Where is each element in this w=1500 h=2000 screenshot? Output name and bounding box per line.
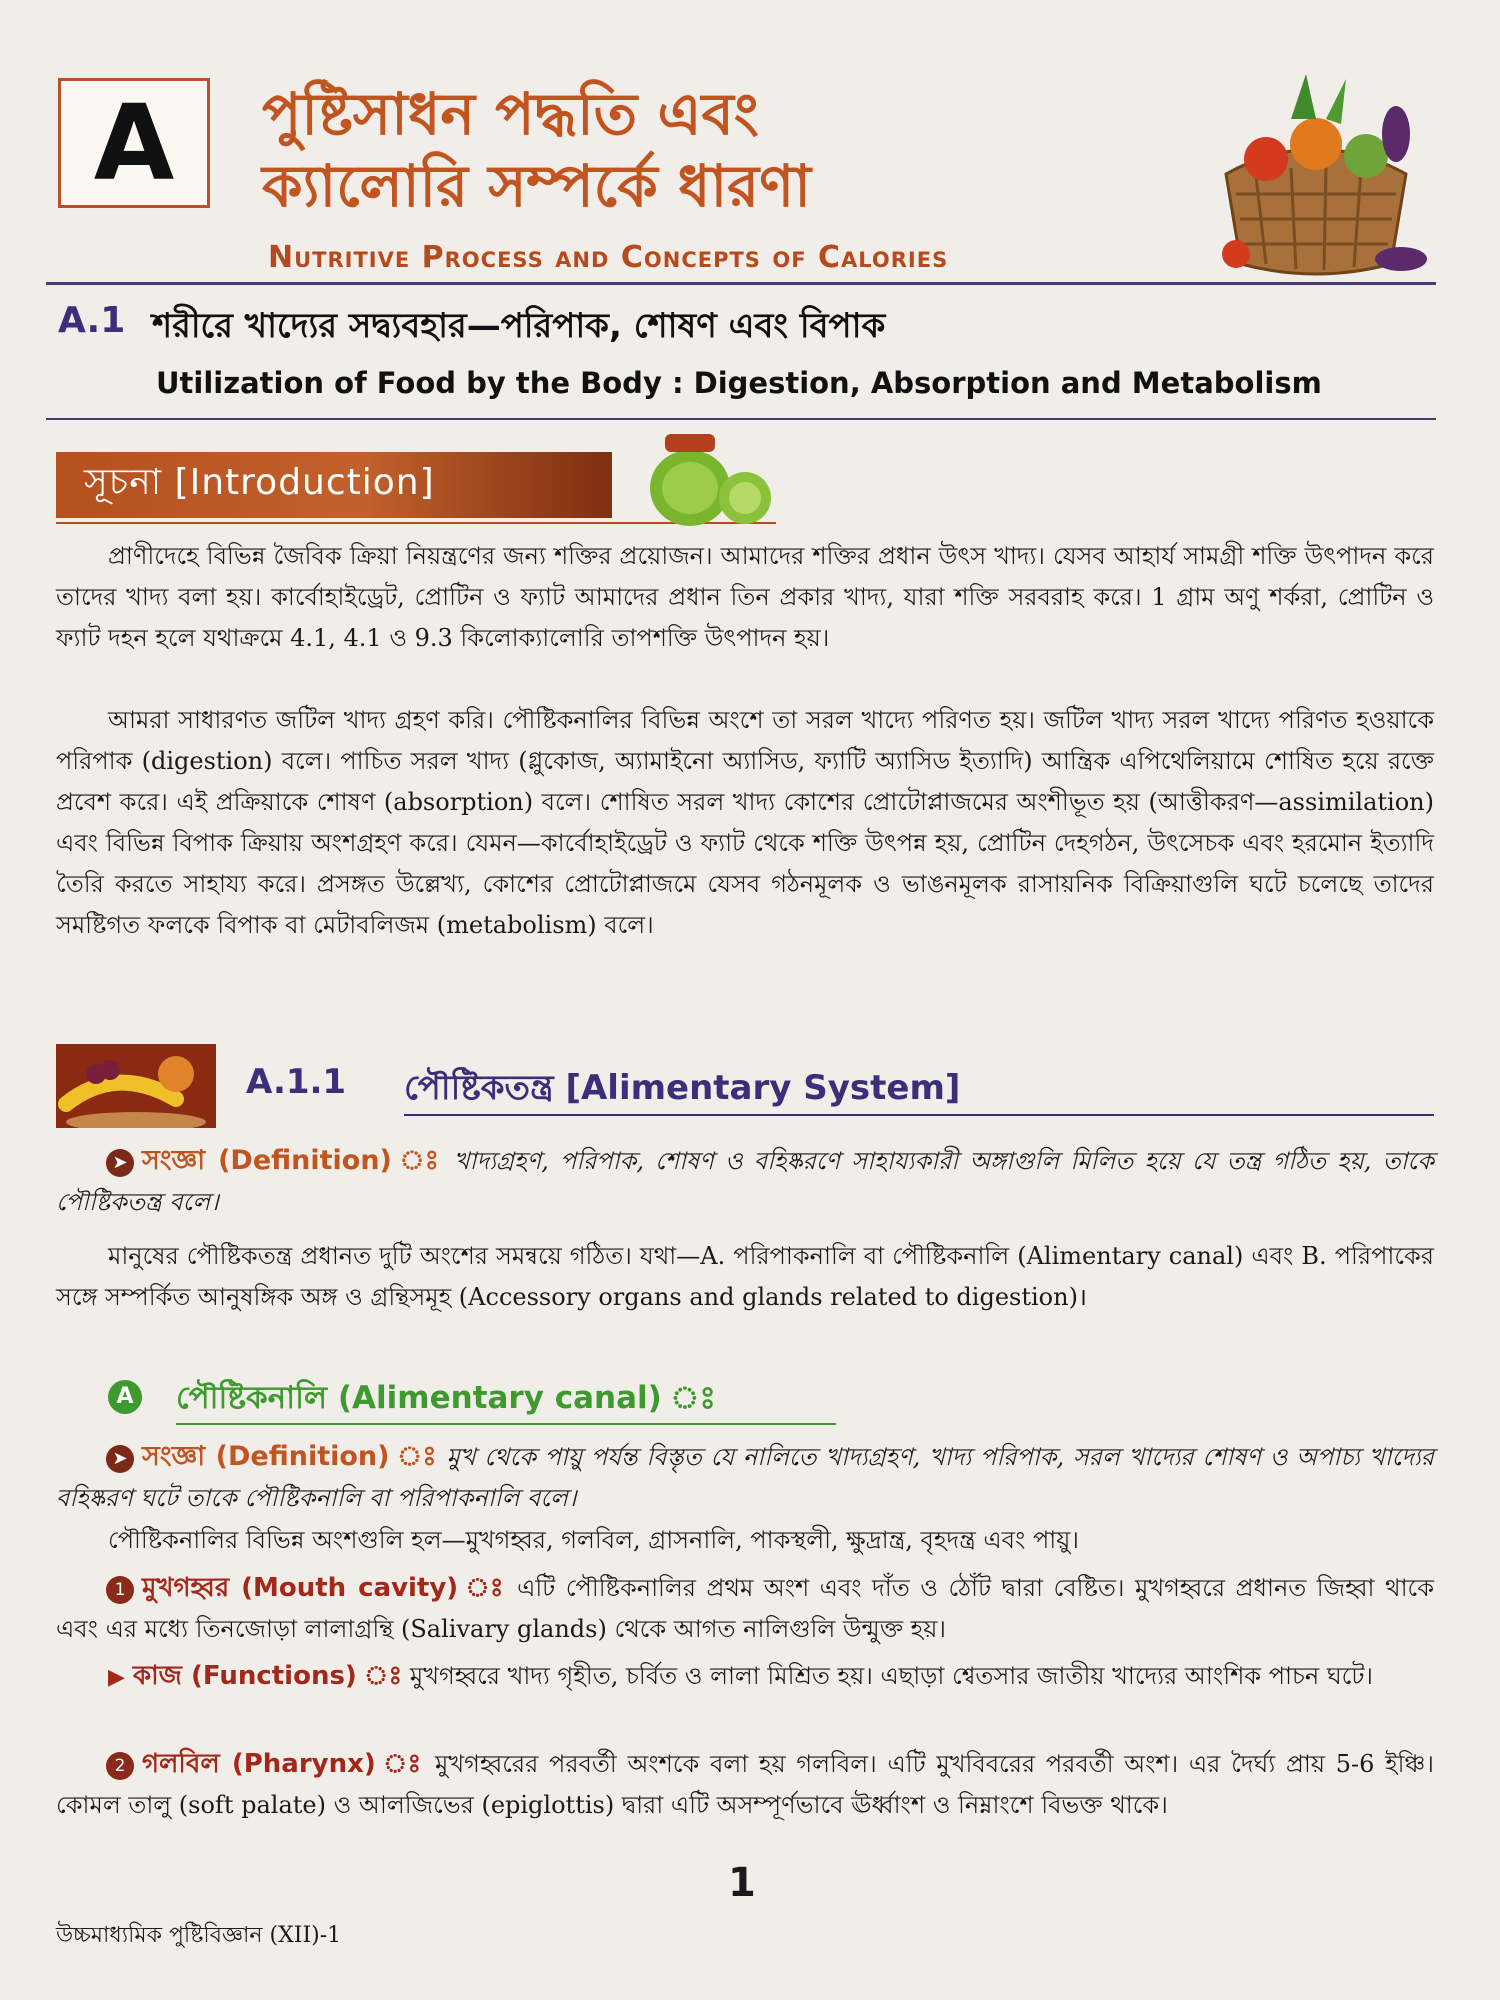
section-title-bn: শরীরে খাদ্যের সদ্ব্যবহার—পরিপাক, শোষণ এবং বিপাক <box>152 306 886 346</box>
functions-text: মুখগহ্বরে খাদ্য গৃহীত, চর্বিত ও লালা মিশ্রিত হয়। এছাড়া শ্বেতসার জাতীয় খাদ্যের আংশিক পাচন ঘটে। <box>409 1662 1373 1690</box>
mouth-cavity-block <box>56 1568 1434 1650</box>
intro-banner <box>56 452 612 518</box>
chapter-title-line2: ক্যালোরি সম্পর্কে ধারণা <box>262 152 811 220</box>
item-number-badge: 1 <box>106 1576 134 1604</box>
pickle-jar-illustration <box>630 428 780 528</box>
subsection-number: A.1.1 <box>246 1062 347 1102</box>
intro-paragraph-1: প্রাণীদেহে বিভিন্ন জৈবিক ক্রিয়া নিয়ন্ত্রণের জন্য শক্তির প্রয়োজন। আমাদের শক্তির প্রধান উৎস খাদ্য। যেসব আহার্য সামগ্রী শক্তি উৎপাদন করে তাদের খাদ্য বলা হয়। কার্বোহাইড্রেট, প্রোটিন ও ফ্যাট আমাদের প্রধান তিন প্রকার খাদ্য, যারা শক্তি সরবরাহ করে। 1 গ্রাম অণু শর্করা, প্রোটিন ও ফ্যাট দহন হলে যথাক্রমে 4.1, 4.1 ও 9.3 কিলোক্যালোরি তাপশক্তি উৎপাদন হয়। <box>56 542 1434 652</box>
intro-paragraph-2: আমরা সাধারণত জটিল খাদ্য গ্রহণ করি। পৌষ্টিকনালির বিভিন্ন অংশে তা সরল খাদ্যে পরিণত হয়। জটিল খাদ্য সরল খাদ্যে পরিণত হওয়াকে পরিপাক (digestion) বলে। পাচিত সরল খাদ্য (গ্লুকোজ, অ্যামাইনো অ্যাসিড, ফ্যাটি অ্যাসিড ইত্যাদি) আন্ত্রিক এপিথেলিয়ামে শোষিত হয়ে রক্তে প্রবেশ করে। এই প্রক্রিয়াকে শোষণ (absorption) বলে। শোষিত সরল খাদ্য কোশের প্রোটোপ্লাজমের অংশীভূত হয় (আত্তীকরণ—assimilation) এবং বিভিন্ন বিপাক ক্রিয়ায় অংশগ্রহণ করে। যেমন—কার্বোহাইড্রেট ও ফ্যাট থেকে শক্তি উৎপন্ন হয়, প্রোটিন দেহগঠন, উৎসেচক এবং হরমোন ইত্যাদি তৈরি করতে সাহায্য করে। প্রসঙ্গত উল্লেখ্য, কোশের প্রোটোপ্লাজমে যেসব গঠনমূলক ও ভাঙনমূলক রাসায়নিক বিক্রিয়াগুলি ঘটে চলেছে তাদের সমষ্টিগত ফলকে বিপাক বা মেটাবলিজম (metabolism) বলে। <box>56 706 1434 939</box>
mouth-cavity-label: মুখগহ্বর (Mouth cavity) ঃ <box>142 1573 507 1603</box>
canal-parts-paragraph: পৌষ্টিকনালির বিভিন্ন অংশগুলি হল—মুখগহ্বর, গলবিল, গ্রাসনালি, পাকস্থলী, ক্ষুদ্রান্ত্র, বৃহদন্ত্র এবং পায়ু। <box>108 1526 1079 1554</box>
intro-banner-label: সূচনা [Introduction] <box>84 462 435 503</box>
subsection-title: পৌষ্টিকতন্ত্র [Alimentary System] <box>404 1068 961 1108</box>
section-title-en: Utilization of Food by the Body : Digestion, Absorption and Metabolism <box>156 366 1322 400</box>
triangle-bullet-icon: ▶ <box>108 1665 125 1690</box>
alimentary-canal-heading: পৌষ্টিকনালি (Alimentary canal) ঃ <box>176 1380 716 1416</box>
alimentary-canal-underline <box>176 1423 836 1425</box>
fruit-bowl-illustration <box>56 1044 216 1128</box>
mouth-cavity-text: এটি পৌষ্টিকনালির প্রথম অংশ এবং দাঁত ও ঠোঁট দ্বারা বেষ্টিত। মুখগহ্বরে প্রধানত জিহ্বা থাকে এবং এর মধ্যে তিনজোড়া লালাগ্রন্থি (Salivary glands) থেকে আগত নালিগুলি উন্মুক্ত হয়। <box>56 1574 1434 1643</box>
definition-label: সংজ্ঞা (Definition) ঃ <box>142 1145 443 1176</box>
canal-definition-block <box>56 1436 1434 1519</box>
arrow-circle-icon: ➤ <box>106 1445 134 1473</box>
chapter-title <box>262 78 1162 222</box>
definition-block <box>56 1140 1434 1223</box>
functions-block <box>56 1656 1434 1698</box>
arrow-circle-icon: ➤ <box>106 1149 134 1177</box>
section-divider <box>46 418 1436 420</box>
canal-definition-text: মুখ থেকে পায়ু পর্যন্ত বিস্তৃত যে নালিতে খাদ্যগ্রহণ, খাদ্য পরিপাক, সরল খাদ্যের শোষণ ও অপাচ্য খাদ্যের বহিষ্করণ ঘটে তাকে পৌষ্টিকনালি বা পরিপাকনালি বলে। <box>56 1443 1434 1512</box>
vegetable-basket-illustration <box>1196 64 1436 284</box>
section-number: A.1 <box>58 300 126 341</box>
alimentary-system-paragraph: মানুষের পৌষ্টিকতন্ত্র প্রধানত দুটি অংশের সমন্বয়ে গঠিত। যথা—A. পরিপাকনালি বা পৌষ্টিকনালি (Alimentary canal) এবং B. পরিপাকের সঙ্গে সম্পর্কিত আনুষঙ্গিক অঙ্গ ও গ্রন্থিসমূহ (Accessory organs and glands related to digestion)। <box>56 1242 1434 1311</box>
chapter-letter-box <box>58 78 210 208</box>
functions-label: কাজ (Functions) ঃ <box>132 1661 403 1691</box>
chapter-subtitle: Nutritive Process and Concepts of Calories <box>268 240 949 275</box>
section-a-badge: A <box>108 1380 142 1414</box>
chapter-letter: A <box>93 82 175 204</box>
book-footer: উচ্চমাধ্যমিক পুষ্টিবিজ্ঞান (XII)-1 <box>56 1923 342 1948</box>
item-number-badge: 2 <box>106 1752 134 1780</box>
subsection-divider <box>404 1114 1434 1116</box>
pharynx-text: মুখগহ্বরের পরবর্তী অংশকে বলা হয় গলবিল। এটি মুখবিবরের পরবর্তী অংশ। এর দৈর্ঘ্য প্রায় 5-6 ইঞ্চি। কোমল তালু (soft palate) ও আলজিভের (epiglottis) দ্বারা এটি অসম্পূর্ণভাবে ঊর্ধ্বাংশ ও নিম্নাংশে বিভক্ত থাকে। <box>56 1750 1434 1819</box>
pharynx-block <box>56 1744 1434 1826</box>
canal-definition-label: সংজ্ঞা (Definition) ঃ <box>142 1441 438 1472</box>
header-divider <box>46 282 1436 285</box>
pharynx-label: গলবিল (Pharynx) ঃ <box>142 1749 425 1779</box>
chapter-title-line1: পুষ্টিসাধন পদ্ধতি এবং <box>262 80 759 148</box>
definition-text: খাদ্যগ্রহণ, পরিপাক, শোষণ ও বহিষ্করণে সাহায্যকারী অঙ্গাগুলি মিলিত হয়ে যে তন্ত্র গঠিত হয়, তাকে পৌষ্টিকতন্ত্র বলে। <box>56 1147 1434 1216</box>
page-number: 1 <box>728 1860 756 1906</box>
